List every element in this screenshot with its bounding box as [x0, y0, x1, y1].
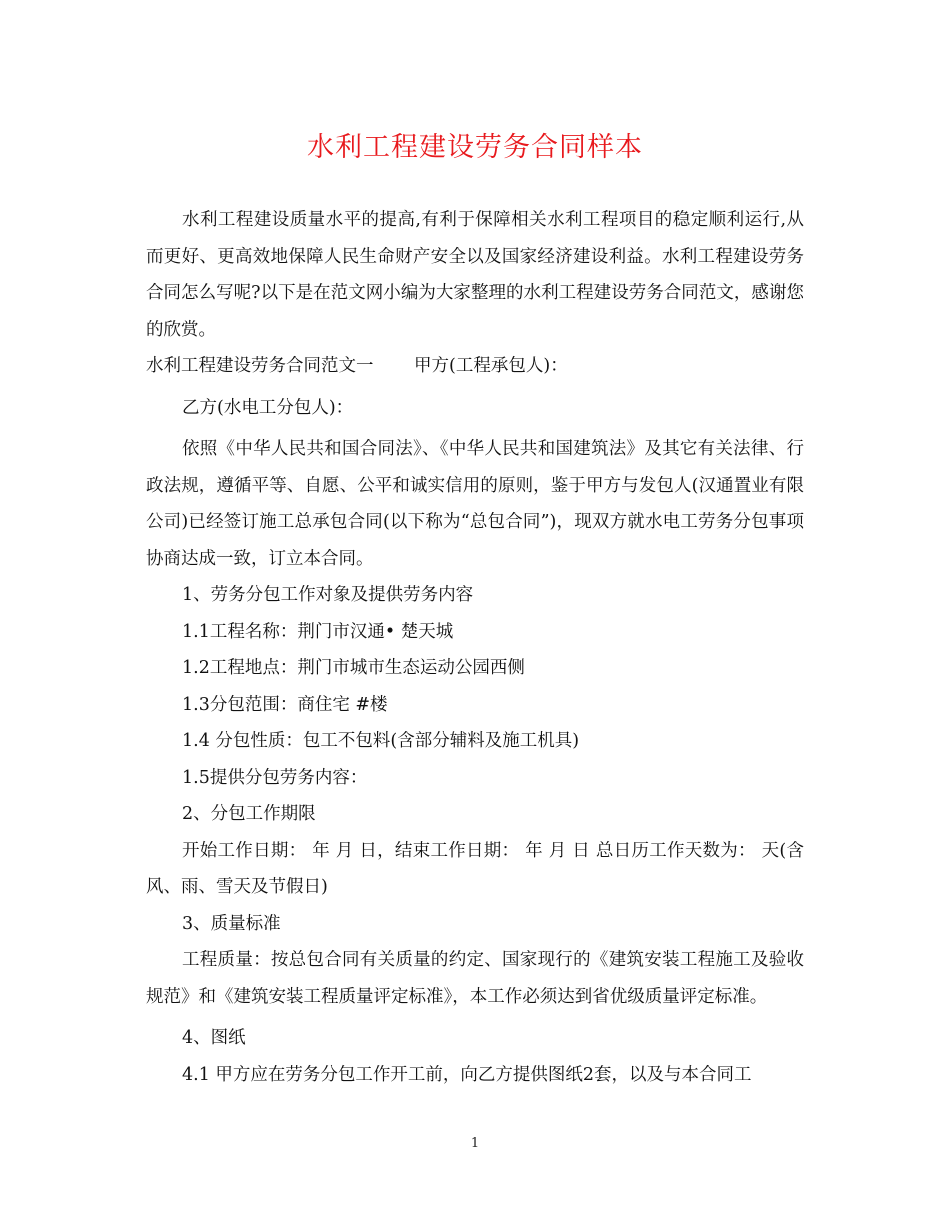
- clause-4-1: 4.1 甲方应在劳务分包工作开工前，向乙方提供图纸2套，以及与本合同工: [182, 1064, 752, 1085]
- document-body: [146, 202, 804, 1093]
- clause-1-3: 1.3分包范围：商住宅 #楼: [182, 694, 388, 715]
- quality-paragraph: 工程质量：按总包合同有关质量的约定、国家现行的《建筑安装工程施工及验收规范》和《建筑安装工程质量评定标准》，本工作必须达到省优级质量评定标准。: [146, 950, 804, 1007]
- section-heading-4: 4、图纸: [182, 1028, 246, 1048]
- section-heading-2: 2、分包工作期限: [182, 804, 316, 824]
- clause-1-4: 1.4 分包性质：包工不包料(含部分辅料及施工机具): [182, 731, 580, 751]
- party-b-line: 乙方(水电工分包人)：: [182, 397, 354, 418]
- preamble-paragraph: 依照《中华人民共和国合同法》、《中华人民共和国建筑法》及其它有关法律、行政法规，遵循平等、自愿、公平和诚实信用的原则，鉴于甲方与发包人(汉通置业有限公司)已经签订施工总承包合同(以下称为“总包合同”)，现双方就水电工劳务分包事项协商达成一致，订立本合同。: [146, 439, 804, 569]
- section-heading-3: 3、质量标准: [182, 913, 281, 934]
- page-number: 1: [470, 1136, 480, 1151]
- document-title: 水利工程建设劳务合同样本: [307, 132, 643, 163]
- clause-1-2: 1.2工程地点：荆门市城市生态运动公园西侧: [182, 658, 525, 678]
- party-a-line: 水利工程建设劳务合同范文一 甲方(工程承包人)：: [146, 356, 568, 376]
- clause-1-1: 1.1工程名称：荆门市汉通• 楚天城: [182, 621, 454, 642]
- work-period-paragraph: 开始工作日期： 年 月 日，结束工作日期： 年 月 日 总日历工作天数为： 天(含风、雨、雪天及节假日): [146, 840, 804, 897]
- section-heading-1: 1、劳务分包工作对象及提供劳务内容: [182, 585, 474, 605]
- intro-paragraph: 水利工程建设质量水平的提高,有利于保障相关水利工程项目的稳定顺利运行,从而更好、更高效地保障人民生命财产安全以及国家经济建设利益。水利工程建设劳务合同怎么写呢?以下是在范文网小编为大家整理的水利工程建设劳务合同范文，感谢您的欣赏。: [146, 210, 804, 340]
- clause-1-5: 1.5提供分包劳务内容：: [182, 767, 368, 788]
